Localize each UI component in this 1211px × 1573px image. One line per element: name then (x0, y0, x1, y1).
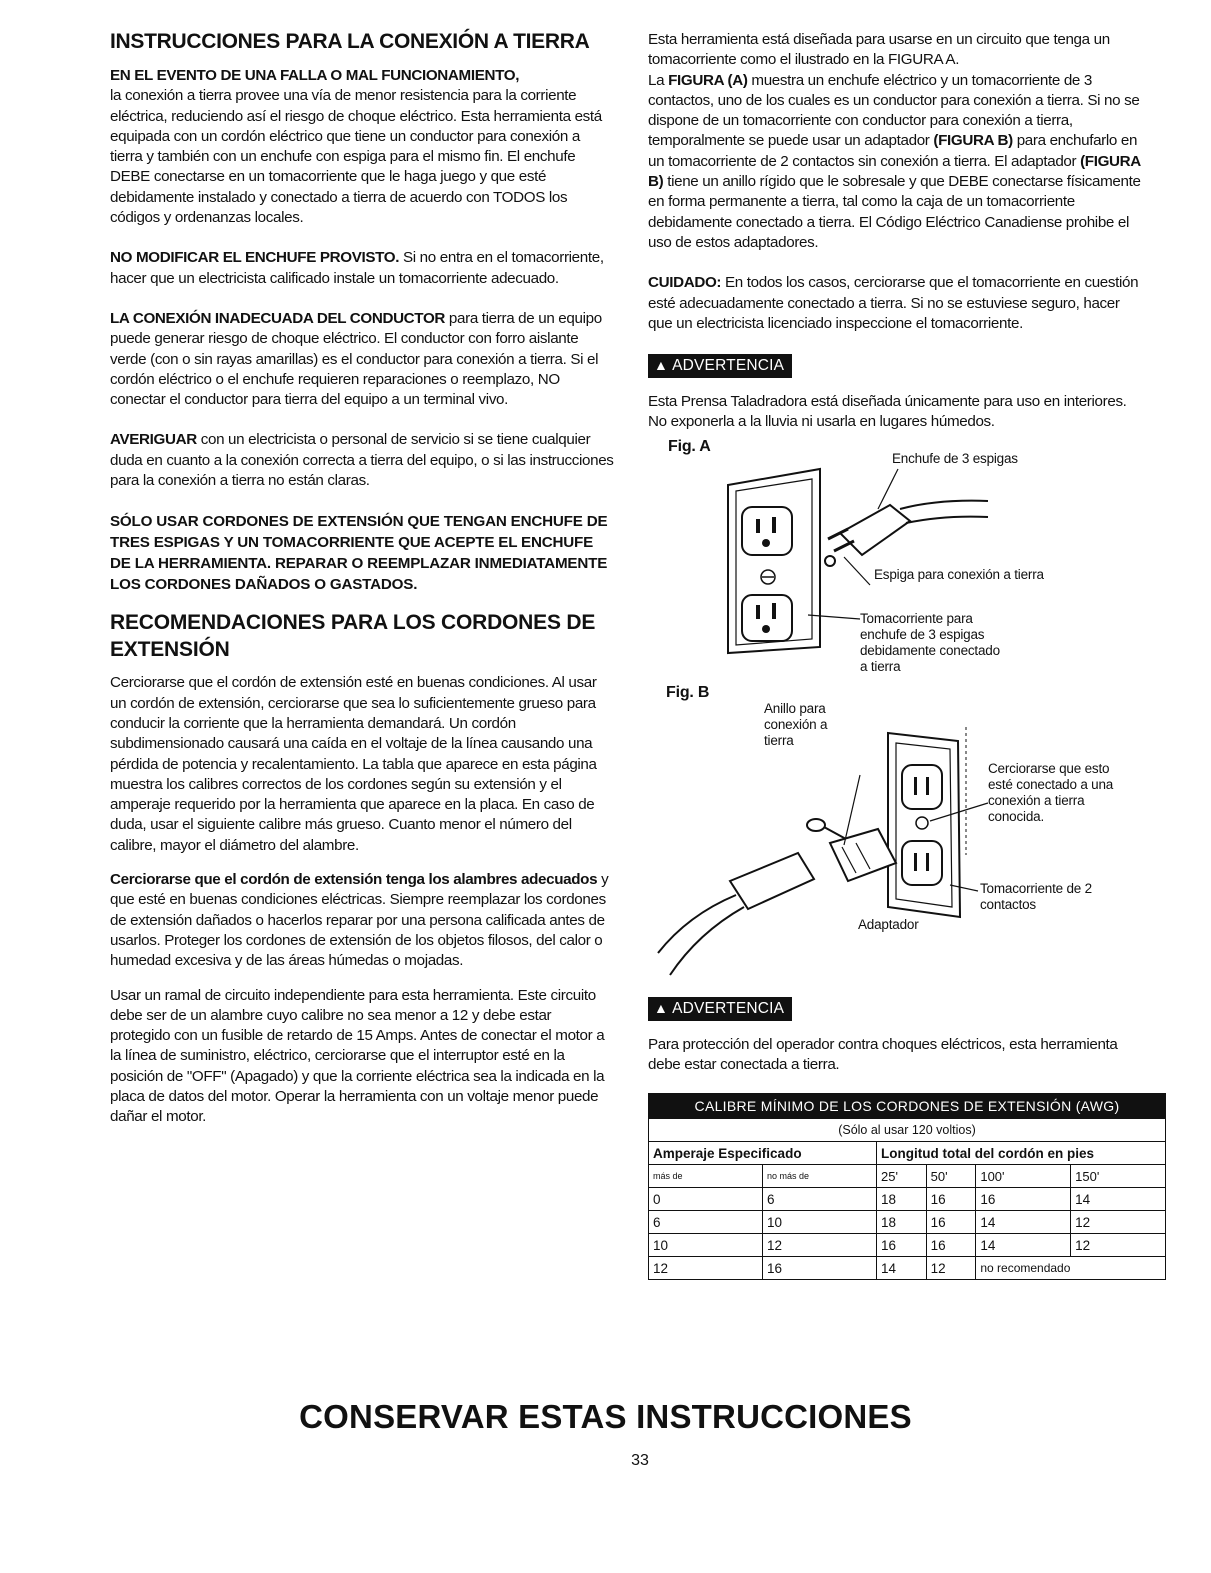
table-cell: 16 (877, 1234, 927, 1257)
paragraph-caution (648, 273, 1146, 334)
no-modify-heading: NO MODIFICAR EL ENCHUFE PROVISTO. (110, 249, 400, 267)
left-column (110, 30, 615, 1128)
warning-triangle-icon: ▲ (654, 357, 669, 374)
table-cell: 12 (1071, 1234, 1166, 1257)
figure-a-text-2: muestra un enchufe eléctrico y un tomacorriente de 3 contactos, uno de los cuales es un conductor para conexión a tierra. Si no se dispone de un tomacorriente con conductor para conexión a tierra, temporalmente se puede usar un adaptador (648, 71, 1140, 150)
extension-cord-warning: SÓLO USAR CORDONES DE EXTENSIÓN QUE TENGAN ENCHUFE DE TRES ESPIGAS Y UN TOMACORRIENTE QUE ACEPTE EL ENCHUFE DE LA HERRAMIENTA. REPARAR O REEMPLAZAR INMEDIATAMENTE LOS CORDONES DAÑADOS O GASTADOS. (110, 513, 608, 594)
paragraph-indoor-use: Esta Prensa Taladradora está diseñada únicamente para uso en interiores. No exponerla a la lluvia ni usarla en lugares húmedos. (648, 393, 1127, 431)
plug-3-prong-label: Enchufe de 3 espigas (892, 450, 1018, 466)
table-row (649, 1188, 1166, 1211)
table-row (649, 1257, 1166, 1280)
figure-a-text-3: para enchufarlo en un tomacorriente de 2 contactos sin conexión a tierra. El adaptador (648, 132, 1138, 170)
paragraph-cord-wires (110, 870, 615, 971)
figure-b-drawing (648, 685, 1146, 997)
figure-b-ref-2: (FIGURA B) (648, 152, 1141, 191)
table-col-more-than: más de (649, 1165, 763, 1188)
table-row (649, 1211, 1166, 1234)
table-col-25: 25' (877, 1165, 927, 1188)
cord-wires-text: y que esté en buenas condiciones eléctricas. Siempre reemplazar los cordones de extensión dañados o hacerlos reparar por una persona calificada antes de usarlos. Proteger los cordones de extensión de los objetos filosos, del calor o humedad excesiva y de las áreas húmedas o mojadas. (110, 871, 609, 970)
table-cell: 16 (763, 1257, 877, 1280)
table-col-50: 50' (926, 1165, 976, 1188)
paragraph-figure-a (648, 71, 1146, 254)
ground-prong-label: Espiga para conexión a tierra (874, 566, 1044, 582)
table-header-amperage (649, 1142, 877, 1165)
table-subtitle: (Sólo al usar 120 voltios) (649, 1119, 1166, 1142)
footer-title: CONSERVAR ESTAS INSTRUCCIONES (299, 1398, 912, 1435)
warning-label-2: ADVERTENCIA (672, 999, 785, 1017)
malfunction-text: la conexión a tierra provee una vía de menor resistencia para la corriente eléctrica, reduciendo así el riesgo de choque eléctrico. Esta herramienta está equipada con un cordón eléctrico que tiene un conductor para conexión a tierra y también con un enchufe con espiga para el mismo fin. El enchufe DEBE conectarse en un tomacorriente que le haga juego y que esté debidamente instalado y conectado a tierra de acuerdo con TODOS los códigos y ordenanzas locales. (110, 87, 602, 227)
grounding-title: INSTRUCCIONES PARA LA CONEXIÓN A TIERRA (110, 30, 590, 53)
page-number: 33 (631, 1452, 649, 1469)
caution-text: En todos los casos, cerciorarse que el tomacorriente en cuestión esté adecuadamente conectado a tierra. Si no se estuviese seguro, hacer que un electricista licenciado inspeccione el tomacorriente. (648, 274, 1139, 332)
cord-wires-heading: Cerciorarse que el cordón de extensión tenga los alambres adecuados (110, 871, 598, 889)
figure-a-ref: FIGURA (A) (668, 71, 748, 89)
table-row (649, 1234, 1166, 1257)
table-cell: 0 (649, 1188, 763, 1211)
paragraph-operator-protection: Para protección del operador contra choques eléctricos, esta herramienta debe estar conectada a tierra. (648, 1035, 1118, 1074)
table-cell: 12 (649, 1257, 763, 1280)
paragraph-cord-condition: Cerciorarse que el cordón de extensión esté en buenas condiciones. Al usar un cordón de extensión, cerciorarse que sea lo suficientemente grueso para conducir la corriente que la herramienta demandará. Un cordón subdimensionado causará una caída en el voltaje de la línea causando una pérdida de potencia y recalentamiento. La tabla que aparece en esta página muestra los calibres correctos de los cordones según su extensión y el amperaje requerido por la herramienta que aparece en la placa. En caso de duda, usar el siguiente calibre más grueso. Cuanto menor el número del calibre, mayor el diámetro del alambre. (110, 674, 597, 854)
adapter-label: Adaptador (858, 916, 919, 932)
figure-b-label: Fig. B (666, 683, 710, 701)
figure-a-text-1: La (648, 71, 669, 89)
check-ground-label: Cerciorarse que esto esté conectado a una conexión a tierra conocida. (988, 760, 1114, 824)
ground-ring-label: Anillo para conexión a tierra (764, 700, 828, 748)
table-cell: 18 (877, 1211, 927, 1234)
table-col-100: 100' (976, 1165, 1071, 1188)
no-modify-text: Si no entra en el tomacorriente, hacer que un electricista calificado instale un tomacorriente adecuado. (110, 249, 604, 287)
caution-heading: CUIDADO: (648, 274, 722, 292)
table-cell: 14 (1071, 1188, 1166, 1211)
table-cell: 16 (926, 1211, 976, 1234)
extension-recommendations-title: RECOMENDACIONES PARA LOS CORDONES DE EXTENSIÓN (110, 611, 596, 662)
table-cell: 6 (649, 1211, 763, 1234)
table-col-150: 150' (1071, 1165, 1166, 1188)
figure-a-text-4: tiene un anillo rígido que le sobresale y que DEBE conectarse físicamente en forma permanente a tierra, tal como la caja de un tomacorriente debidamente conectado a tierra. El Código Eléctrico Canadiense prohibe el uso de estos adaptadores. (648, 173, 1141, 251)
table-cell: 12 (1071, 1211, 1166, 1234)
warning-badge-2 (648, 997, 792, 1021)
warning-label-1: ADVERTENCIA (672, 357, 785, 375)
table-cell: 16 (976, 1188, 1071, 1211)
table-cell: 16 (926, 1188, 976, 1211)
table-cell: 14 (976, 1211, 1071, 1234)
table-cell: 12 (763, 1234, 877, 1257)
right-column (648, 30, 1146, 1280)
table-col-not-more-than: no más de (763, 1165, 877, 1188)
extension-cord-gauge-table (648, 1093, 1166, 1280)
malfunction-heading: EN EL EVENTO DE UNA FALLA O MAL FUNCIONAMIENTO, (110, 67, 520, 84)
table-cell: 14 (877, 1257, 927, 1280)
paragraph-improper-connection (110, 309, 615, 410)
table-title: CALIBRE MÍNIMO DE LOS CORDONES DE EXTENSIÓN (AWG) (649, 1094, 1166, 1119)
improper-connection-heading: LA CONEXIÓN INADECUADA DEL CONDUCTOR (110, 309, 446, 327)
table-header-length (877, 1142, 1166, 1165)
table-cell: 6 (763, 1188, 877, 1211)
check-text: con un electricista o personal de servicio si se tiene cualquier duda en cuanto a la conexión correcta a tierra del equipo, o si las instrucciones para la conexión a tierra no están claras. (110, 431, 614, 490)
check-heading: AVERIGUAR (110, 431, 197, 449)
warning-triangle-icon-2: ▲ (654, 999, 669, 1016)
paragraph-circuit-intro: Esta herramienta está diseñada para usarse en un circuito que tenga un tomacorriente como el ilustrado en la FIGURA A. (648, 31, 1110, 69)
table-header-amperage-text: Amperaje Especificado (653, 1145, 802, 1161)
table-cell: 10 (649, 1234, 763, 1257)
paragraph-circuit: Usar un ramal de circuito independiente para esta herramienta. Este circuito debe ser de un alambre cuyo calibre no sea menor a 12 y debe estar protegido con un fusible de retardo de 15 Amps. Antes de conectar el motor a la línea de suministro, eléctrico, cerciorarse que el interruptor esté en la posición de "OFF" (Apagado) y que la corriente eléctrica sea la indicada en la placa de datos del motor. Operar la herramienta con un voltaje menor puede dañar el motor. (110, 986, 605, 1126)
table-cell: 10 (763, 1211, 877, 1234)
figure-a-label: Fig. A (668, 437, 711, 455)
table-cell: 16 (926, 1234, 976, 1257)
table-row-subheader (649, 1165, 1166, 1188)
table-cell: 18 (877, 1188, 927, 1211)
table-cell-not-recommended: no recomendado (976, 1257, 1166, 1280)
table-cell: 14 (976, 1234, 1071, 1257)
paragraph-no-modify (110, 248, 615, 289)
table-header-length-text: Longitud total del cordón en pies (881, 1145, 1094, 1161)
table-cell: 12 (926, 1257, 976, 1280)
warning-badge-1 (648, 354, 792, 378)
two-contact-outlet-label: Tomacorriente de 2 contactos (980, 880, 1092, 912)
paragraph-check (110, 430, 615, 491)
improper-connection-text: para tierra de un equipo puede generar riesgo de choque eléctrico. El conductor con forro aislante verde (con o sin rayas amarillas) es el conductor para conexión a tierra. Si el cordón eléctrico o el enchufe requieren reparaciones o reemplazo, NO conectar el conductor para tierra del equipo a un terminal vivo. (110, 309, 602, 409)
figure-a (648, 439, 1146, 685)
figure-b-ref-1: (FIGURA B) (933, 132, 1013, 150)
grounded-outlet-label: Tomacorriente para enchufe de 3 espigas debidamente conectado a tierra (860, 610, 1000, 674)
paragraph-malfunction (110, 66, 615, 228)
figure-b (648, 685, 1146, 997)
